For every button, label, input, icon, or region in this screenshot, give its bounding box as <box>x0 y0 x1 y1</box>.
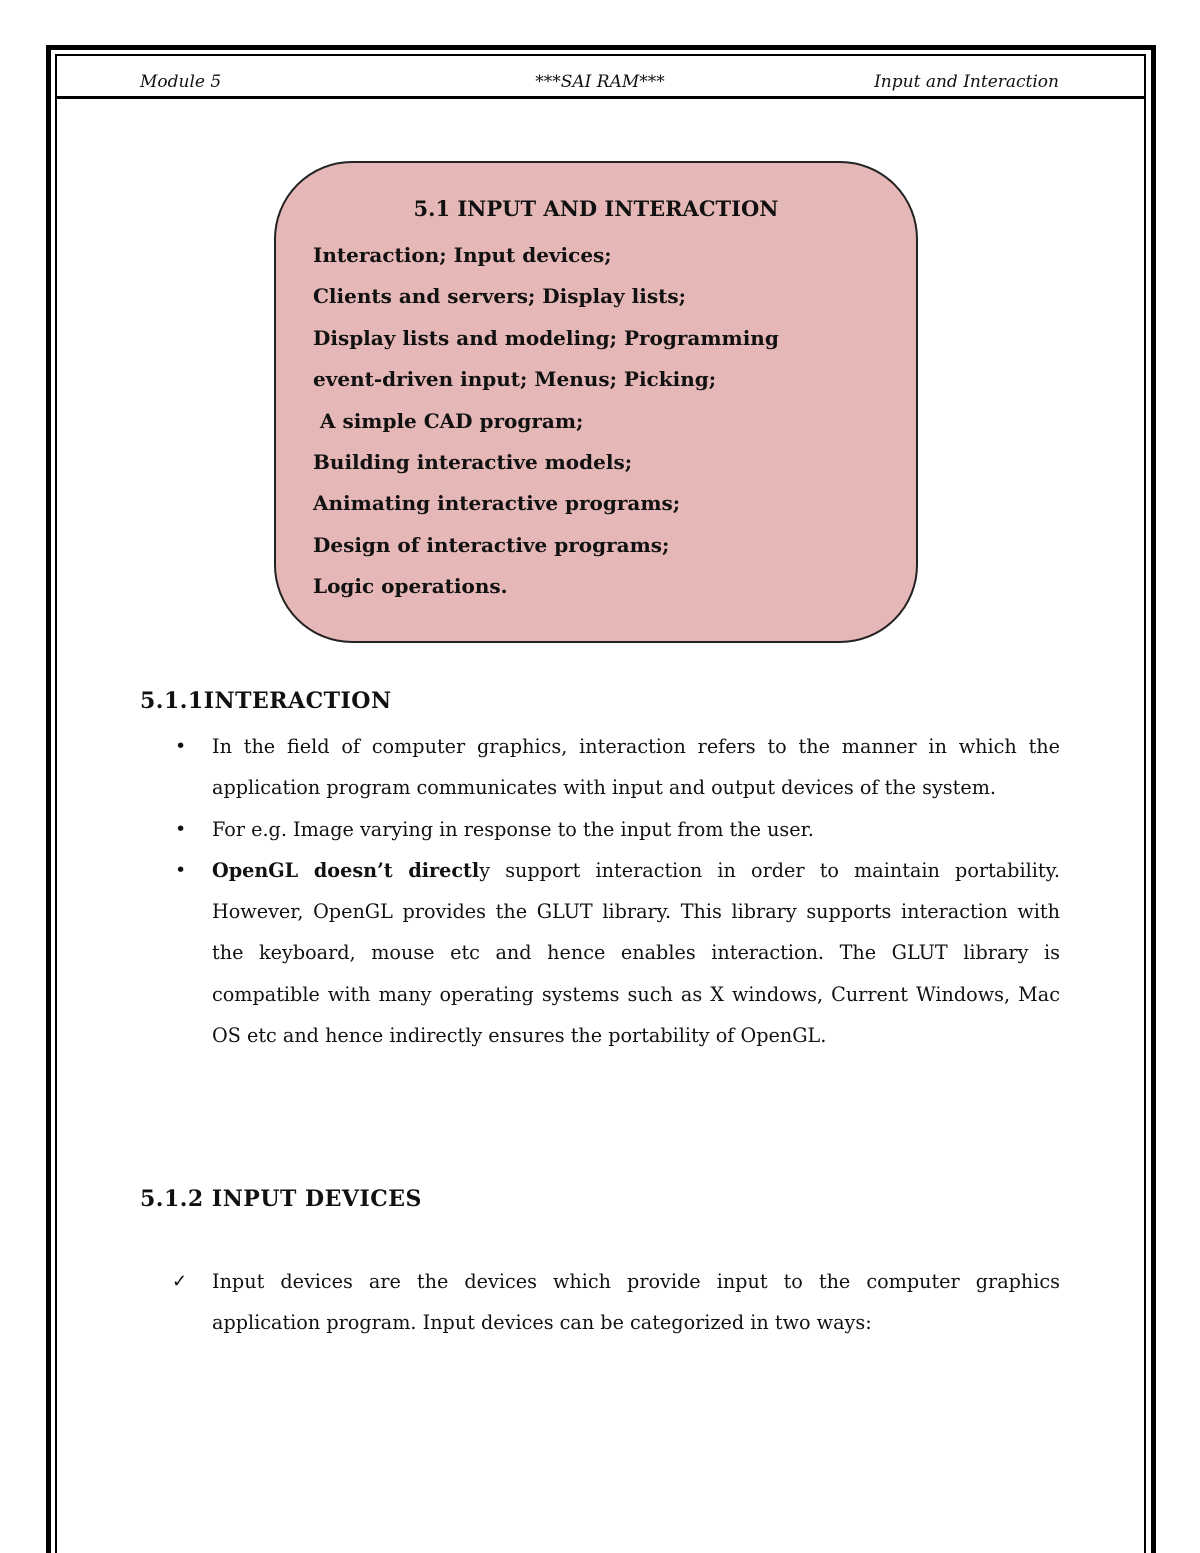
checkmark-icon: ✓ <box>172 1271 188 1292</box>
page-border-top-inner <box>55 54 1146 56</box>
header-rule <box>55 96 1146 99</box>
list-item <box>140 1261 1060 1344</box>
page-border-left <box>46 45 51 1553</box>
interaction-bullet-list <box>140 726 1060 1056</box>
input-devices-bullet-list <box>140 1261 1060 1344</box>
header-module: Module 5 <box>140 72 222 92</box>
contents-item: Display lists and modeling; Programming <box>313 325 779 350</box>
page-border-right <box>1151 45 1156 1553</box>
list-item <box>140 726 1060 809</box>
section-heading-input-devices: 5.1.2 INPUT DEVICES <box>140 1186 422 1212</box>
list-item <box>140 809 1060 850</box>
page-border-right-inner <box>1144 54 1146 1553</box>
contents-item: Animating interactive programs; <box>313 491 681 516</box>
contents-item: Logic operations. <box>313 574 508 599</box>
bullet-icon: • <box>175 735 187 757</box>
header-center-text: ***SAI RAM*** <box>535 72 665 92</box>
bullet-bold-lead: OpenGL doesn’t directl <box>212 858 480 882</box>
contents-item: Interaction; Input devices; <box>313 243 612 267</box>
section-heading-interaction: 5.1.1INTERACTION <box>140 688 392 714</box>
page-border-left-inner <box>55 54 57 1553</box>
bullet-icon: • <box>175 817 187 840</box>
bullet-text: In the field of computer graphics, interaction refers to the manner in which the application program communicates with input and output devices of the system. <box>212 735 1060 800</box>
contents-item: Clients and servers; Display lists; <box>313 284 686 309</box>
contents-list <box>313 235 779 608</box>
list-item <box>140 850 1060 1056</box>
contents-item: event-driven input; Menus; Picking; <box>313 367 717 392</box>
bullet-text: Input devices are the devices which provide input to the computer graphics application program. Input devices can be categorized in two ways: <box>212 1270 1060 1335</box>
bullet-icon: • <box>175 858 187 881</box>
contents-item: Design of interactive programs; <box>313 532 670 557</box>
header-topic: Input and Interaction <box>874 72 1059 92</box>
bullet-text: y support interaction in order to maintain portability. However, OpenGL provides the GLUT library. This library supports interaction with the keyboard, mouse etc and hence enables interaction. The GLUT library is compatible with many operating systems such as X windows, Current Windows, Mac OS etc and hence indirectly ensures the portability of OpenGL. <box>212 858 1060 1048</box>
contents-title: 5.1 INPUT AND INTERACTION <box>413 196 779 221</box>
contents-item: A simple CAD program; <box>313 408 584 433</box>
bullet-text: For e.g. Image varying in response to the input from the user. <box>212 817 814 841</box>
contents-item: Building interactive models; <box>313 450 633 475</box>
page-border-top <box>46 45 1156 50</box>
contents-box <box>274 161 918 643</box>
